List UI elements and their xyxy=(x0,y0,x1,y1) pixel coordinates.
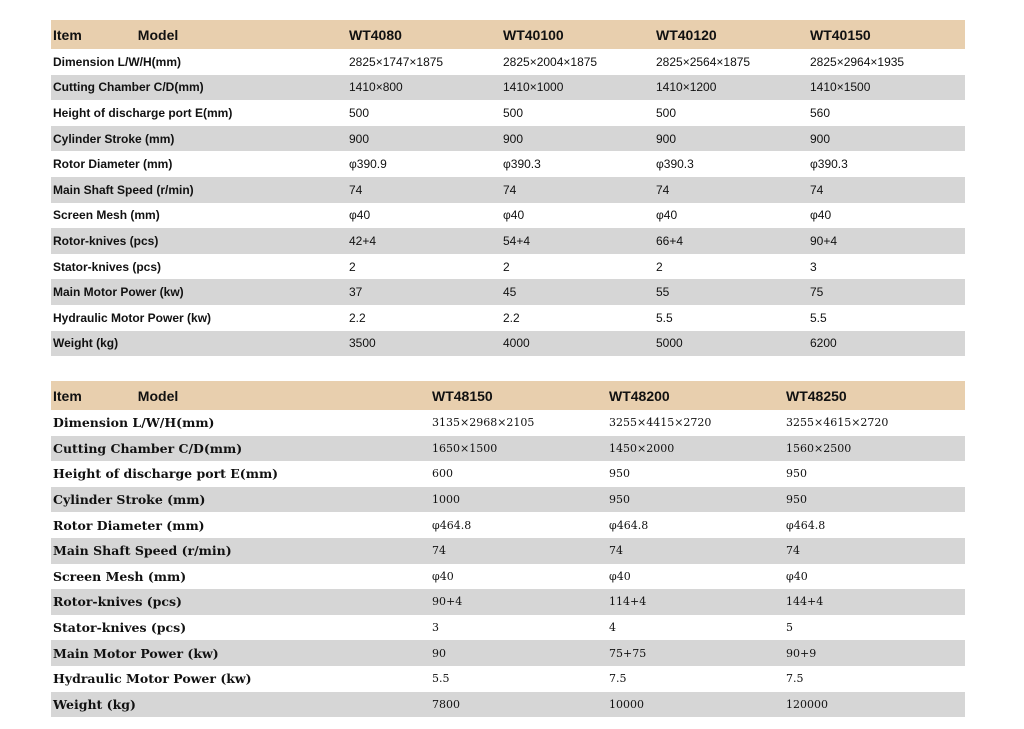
model-header-label: Model xyxy=(137,26,179,43)
table-header-row xyxy=(51,381,965,410)
model-header: WT40150 xyxy=(808,20,965,49)
table-row xyxy=(51,487,965,513)
table-cell: 1410×1000 xyxy=(501,75,654,101)
table-cell: 900 xyxy=(808,126,965,152)
table-cell: 2825×2004×1875 xyxy=(503,54,598,69)
table-cell: 1410×800 xyxy=(347,75,501,101)
table-cell: 7.5 xyxy=(609,672,627,686)
table-cell: 2 xyxy=(503,259,510,274)
table-cell: φ40 xyxy=(432,569,454,583)
spec-table-wt40 xyxy=(51,20,965,356)
table-cell: 2825×2964×1935 xyxy=(810,54,905,69)
table-cell: 5.5 xyxy=(656,310,673,325)
table-cell: 3 xyxy=(810,259,817,274)
row-label: Hydraulic Motor Power (kw) xyxy=(53,671,252,687)
table-row xyxy=(51,177,965,203)
table-cell: 500 xyxy=(349,105,370,120)
row-label: Hydraulic Motor Power (kw) xyxy=(53,310,212,325)
item-header-label: Item xyxy=(53,387,82,404)
table-cell: 900 xyxy=(654,126,808,152)
table-cell: 950 xyxy=(784,487,965,513)
table-row xyxy=(51,461,965,487)
table-cell: 37 xyxy=(347,279,501,305)
table-cell: 950 xyxy=(609,467,630,481)
table-row xyxy=(51,564,965,590)
row-label: Stator-knives (pcs) xyxy=(53,259,162,274)
table-cell: 10000 xyxy=(607,692,784,718)
table-cell: 500 xyxy=(656,105,677,120)
table-cell: 2 xyxy=(656,259,663,274)
table-cell: φ464.8 xyxy=(609,518,649,532)
table-row xyxy=(51,75,965,101)
table-cell: 74 xyxy=(501,177,654,203)
table-cell: 114+4 xyxy=(607,589,784,615)
table-cell: φ40 xyxy=(349,208,371,223)
table-cell: 3 xyxy=(432,621,439,635)
table-row xyxy=(51,305,965,331)
table-cell: 3255×4415×2720 xyxy=(609,416,712,430)
table-cell: φ40 xyxy=(786,569,808,583)
table-cell: 500 xyxy=(503,105,524,120)
table-cell: φ40 xyxy=(810,208,832,223)
table-cell: φ464.8 xyxy=(432,518,472,532)
table-row xyxy=(51,615,965,641)
row-label: Main Motor Power (kw) xyxy=(51,640,430,666)
item-model-header xyxy=(51,20,347,49)
model-header: WT40100 xyxy=(501,20,654,49)
row-label: Screen Mesh (mm) xyxy=(53,208,160,223)
table-cell: 5.5 xyxy=(432,672,450,686)
row-label: Cylinder Stroke (mm) xyxy=(51,487,430,513)
row-label: Rotor-knives (pcs) xyxy=(51,589,430,615)
row-label: Rotor Diameter (mm) xyxy=(53,157,173,172)
table-cell: 6200 xyxy=(808,331,965,357)
table-row xyxy=(51,640,965,666)
model-header: WT4080 xyxy=(347,20,501,49)
row-label: Dimension L/W/H(mm) xyxy=(53,415,215,431)
table-header-row xyxy=(51,20,965,49)
table-cell: 75 xyxy=(808,279,965,305)
table-cell: 45 xyxy=(501,279,654,305)
row-label: Dimension L/W/H(mm) xyxy=(53,54,181,69)
table-cell: 2 xyxy=(349,259,356,274)
table-cell: 7800 xyxy=(430,692,607,718)
row-label: Rotor-knives (pcs) xyxy=(51,228,347,254)
spec-table-wt48 xyxy=(51,381,965,717)
table-cell: 75+75 xyxy=(607,640,784,666)
table-cell: 560 xyxy=(810,105,831,120)
table-row xyxy=(51,436,965,462)
model-header: WT48150 xyxy=(430,381,607,410)
table-row xyxy=(51,203,965,229)
model-header: WT48250 xyxy=(784,381,965,410)
table-row xyxy=(51,666,965,692)
table-cell: 90+4 xyxy=(808,228,965,254)
table-cell: 90+9 xyxy=(784,640,965,666)
table-cell: 74 xyxy=(607,538,784,564)
model-header: WT48200 xyxy=(607,381,784,410)
table-cell: 7.5 xyxy=(786,672,804,686)
row-label: Cutting Chamber C/D(mm) xyxy=(51,436,430,462)
table-cell: φ40 xyxy=(503,208,525,223)
table-row xyxy=(51,254,965,280)
row-label: Cylinder Stroke (mm) xyxy=(51,126,347,152)
table-row xyxy=(51,589,965,615)
table-cell: 74 xyxy=(654,177,808,203)
row-label: Height of discharge port E(mm) xyxy=(53,105,233,120)
table-cell: 3500 xyxy=(347,331,501,357)
table-cell: 74 xyxy=(430,538,607,564)
table-row xyxy=(51,228,965,254)
row-label: Cutting Chamber C/D(mm) xyxy=(51,75,347,101)
table-cell: φ464.8 xyxy=(786,518,826,532)
table-cell: 66+4 xyxy=(654,228,808,254)
table-cell: 3135×2968×2105 xyxy=(432,416,535,430)
table-cell: 2.2 xyxy=(349,310,366,325)
table-cell: 950 xyxy=(786,467,807,481)
table-row xyxy=(51,49,965,75)
table-row xyxy=(51,410,965,436)
table-cell: φ40 xyxy=(656,208,678,223)
table-row xyxy=(51,100,965,126)
table-cell: 1000 xyxy=(430,487,607,513)
table-cell: φ390.3 xyxy=(503,157,541,172)
row-label: Main Motor Power (kw) xyxy=(51,279,347,305)
row-label: Weight (kg) xyxy=(51,331,347,357)
table-cell: φ40 xyxy=(609,569,631,583)
table-cell: 55 xyxy=(654,279,808,305)
table-cell: 2.2 xyxy=(503,310,520,325)
table-row xyxy=(51,126,965,152)
table-cell: φ390.3 xyxy=(810,157,848,172)
table-cell: 900 xyxy=(347,126,501,152)
row-label: Weight (kg) xyxy=(51,692,430,718)
table-cell: 4000 xyxy=(501,331,654,357)
row-label: Rotor Diameter (mm) xyxy=(53,517,205,533)
table-cell: 4 xyxy=(609,621,616,635)
table-cell: 74 xyxy=(347,177,501,203)
table-row xyxy=(51,151,965,177)
table-row xyxy=(51,512,965,538)
model-header: WT40120 xyxy=(654,20,808,49)
table-cell: 950 xyxy=(607,487,784,513)
table-cell: 3255×4615×2720 xyxy=(786,416,889,430)
item-model-header xyxy=(51,381,430,410)
row-label: Screen Mesh (mm) xyxy=(53,568,187,584)
table-cell: 74 xyxy=(808,177,965,203)
model-header-label: Model xyxy=(137,387,179,404)
table-cell: 1560×2500 xyxy=(784,436,965,462)
spec-table-body xyxy=(51,381,965,717)
table-cell: 144+4 xyxy=(784,589,965,615)
table-cell: 5000 xyxy=(654,331,808,357)
row-label: Stator-knives (pcs) xyxy=(53,620,187,636)
item-header-label: Item xyxy=(53,26,82,43)
row-label: Height of discharge port E(mm) xyxy=(53,466,279,482)
table-cell: 120000 xyxy=(784,692,965,718)
table-row xyxy=(51,331,965,357)
row-label: Main Shaft Speed (r/min) xyxy=(51,177,347,203)
table-cell: 42+4 xyxy=(347,228,501,254)
table-cell: 90+4 xyxy=(430,589,607,615)
table-row xyxy=(51,692,965,718)
table-cell: 600 xyxy=(432,467,453,481)
table-cell: 2825×1747×1875 xyxy=(349,54,444,69)
spec-table-body xyxy=(51,20,965,356)
table-cell: 74 xyxy=(784,538,965,564)
table-cell: 1650×1500 xyxy=(430,436,607,462)
row-label: Main Shaft Speed (r/min) xyxy=(51,538,430,564)
table-cell: 900 xyxy=(501,126,654,152)
table-cell: 1450×2000 xyxy=(607,436,784,462)
table-cell: 2825×2564×1875 xyxy=(656,54,751,69)
table-cell: φ390.3 xyxy=(656,157,694,172)
table-cell: 54+4 xyxy=(501,228,654,254)
table-cell: 1410×1500 xyxy=(808,75,965,101)
table-cell: φ390.9 xyxy=(349,157,387,172)
table-cell: 5.5 xyxy=(810,310,827,325)
table-row xyxy=(51,279,965,305)
table-cell: 1410×1200 xyxy=(654,75,808,101)
table-row xyxy=(51,538,965,564)
table-cell: 5 xyxy=(786,621,793,635)
table-cell: 90 xyxy=(430,640,607,666)
